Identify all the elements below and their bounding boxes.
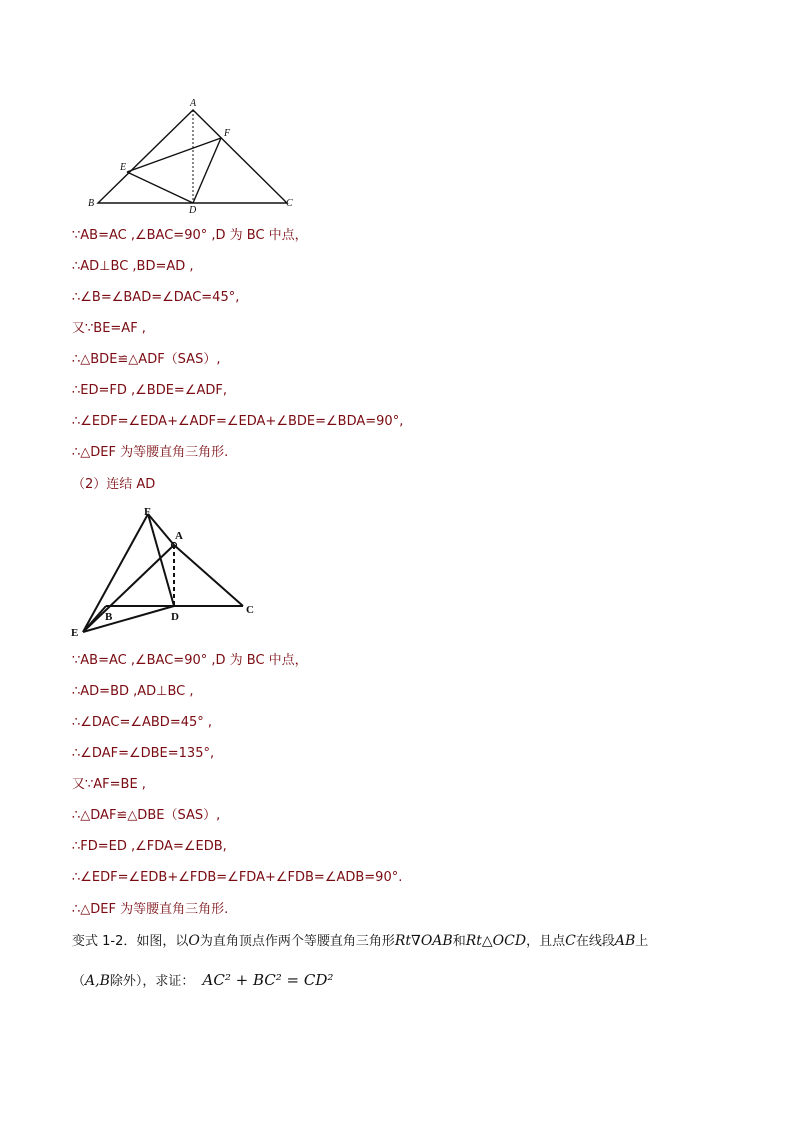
label-F: F (144, 506, 151, 518)
label-F: F (224, 128, 231, 139)
proof-line: ∵AB=AC ,∠BAC=90° ,D 为 BC 中点， (72, 653, 308, 668)
problem-text: 除外），求证： (109, 974, 195, 989)
math-C: C (565, 933, 576, 949)
proof-line: ∵AB=AC ,∠BAC=90° ,D 为 BC 中点， (72, 228, 308, 243)
problem-line-2 (72, 972, 333, 990)
problem-line-1 (72, 933, 648, 950)
proof-line: ∴△DAF≌△DBE（SAS）, (72, 808, 221, 823)
proof-line: ∴∠B=∠BAD=∠DAC=45°, (72, 290, 240, 305)
problem-text: 上 (635, 934, 649, 949)
proof-line: 又∵AF=BE , (72, 777, 146, 792)
proof-line: ∴FD=ED ,∠FDA=∠EDB, (72, 839, 227, 854)
label-D: D (189, 205, 197, 216)
label-C: C (286, 198, 293, 209)
proof-line: ∴∠DAC=∠ABD=45° , (72, 715, 213, 730)
problem-text: 和 (452, 934, 466, 949)
problem-text: 为直角顶点作两个等腰直角三角形 (199, 934, 395, 949)
label-E: E (71, 627, 79, 639)
figure-1-triangle (80, 92, 310, 217)
problem-text: 变式 1-2．如图，以 (72, 934, 189, 949)
math-formula: AC² + BC² = CD² (202, 971, 334, 989)
part2-heading: （2）连结 AD (72, 477, 156, 492)
proof-line: ∴∠DAF=∠DBE=135°, (72, 746, 215, 761)
problem-text: （ (72, 974, 86, 989)
math-AB-pair: A,B (85, 973, 110, 989)
proof-line: ∴ED=FD ,∠BDE=∠ADF, (72, 383, 227, 398)
proof-line: ∴△BDE≌△ADF（SAS）, (72, 352, 221, 367)
math-tri-OAB: Rt∇OAB (394, 933, 453, 949)
proof-line: ∴∠EDF=∠EDA+∠ADF=∠EDA+∠BDE=∠BDA=90°, (72, 414, 404, 429)
math-AB: AB (614, 933, 636, 949)
proof-line: ∴△DEF 为等腰直角三角形. (72, 445, 229, 460)
label-B: B (88, 198, 95, 209)
proof-line: ∴∠EDF=∠EDB+∠FDB=∠FDA+∠FDB=∠ADB=90°. (72, 870, 403, 885)
proof-line: ∴AD⊥BC ,BD=AD , (72, 259, 194, 274)
math-O: O (188, 933, 200, 949)
label-E: E (120, 162, 127, 173)
label-C: C (246, 604, 254, 616)
figure-2-triangle (68, 505, 268, 640)
math-tri-OCD: Rt△OCD (465, 933, 527, 949)
label-B: B (105, 611, 113, 623)
label-D: D (171, 611, 179, 623)
problem-text: ，且点 (526, 934, 566, 949)
proof-line: ∴AD=BD ,AD⊥BC , (72, 684, 194, 699)
label-A: A (175, 530, 183, 542)
proof-line: 又∵BE=AF , (72, 321, 146, 336)
problem-text: 在线段 (575, 934, 615, 949)
label-A: A (190, 98, 197, 109)
proof-line: ∴△DEF 为等腰直角三角形. (72, 902, 229, 917)
